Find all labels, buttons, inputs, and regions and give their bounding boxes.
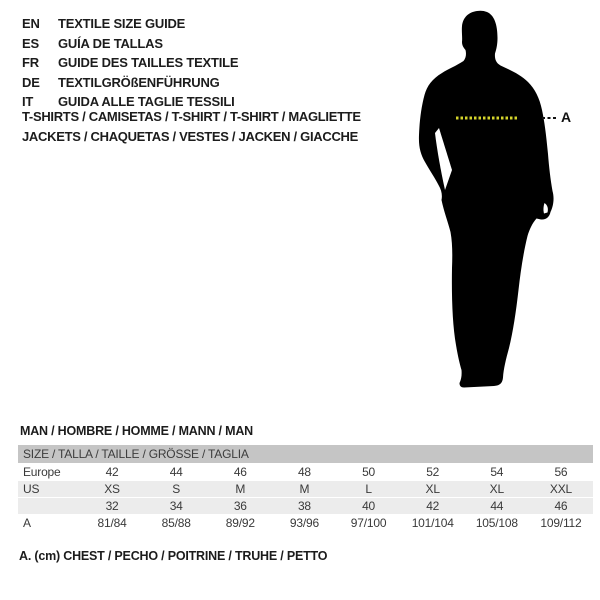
table-cell: 85/88: [161, 516, 191, 530]
table-cell: 42: [426, 499, 440, 513]
table-cell: 52: [426, 465, 440, 479]
language-code: ES: [22, 35, 39, 51]
table-cell: 36: [233, 499, 247, 513]
language-list: [22, 14, 238, 112]
table-cell: L: [365, 482, 372, 496]
table-cell: 32: [105, 499, 119, 513]
table-cell: 89/92: [225, 516, 255, 530]
row-label: Europe: [23, 465, 61, 479]
row-label: US: [23, 482, 40, 496]
table-cell: 54: [490, 465, 504, 479]
table-row-chest: [18, 515, 593, 531]
table-cell: XS: [104, 482, 120, 496]
size-table: [18, 445, 593, 532]
category-header: [22, 107, 361, 147]
table-row-europe: [18, 464, 593, 480]
man-silhouette: [419, 11, 554, 388]
table-cell: 40: [362, 499, 376, 513]
language-row: [22, 14, 238, 34]
table-row-numeric: [18, 498, 593, 514]
table-cell: 93/96: [289, 516, 319, 530]
gender-label: MAN / HOMBRE / HOMME / MANN / MAN: [20, 424, 253, 438]
table-cell: 34: [169, 499, 183, 513]
language-title: GUÍA DE TALLAS: [58, 35, 163, 51]
table-cell: M: [299, 482, 310, 496]
table-cell: 44: [490, 499, 504, 513]
table-cell: 101/104: [411, 516, 454, 530]
language-code: IT: [22, 94, 34, 109]
table-cell: M: [235, 482, 246, 496]
language-row: [22, 53, 238, 73]
language-title: GUIDE DES TAILLES TEXTILE: [58, 55, 239, 70]
table-cell: XL: [425, 482, 440, 496]
table-cell: 109/112: [540, 516, 582, 530]
table-cell: S: [172, 482, 181, 496]
table-cell: 42: [105, 465, 119, 479]
language-title: GUIDA ALLE TAGLIE TESSILI: [58, 94, 235, 109]
table-cell: 56: [554, 465, 568, 479]
table-cell: 105/108: [475, 516, 518, 530]
table-cell: 48: [297, 465, 311, 479]
table-row-us: [18, 481, 593, 497]
row-label: [18, 498, 80, 514]
language-code: EN: [22, 16, 40, 31]
language-row: [22, 73, 238, 93]
language-code: FR: [22, 55, 39, 70]
table-cell: 46: [233, 465, 247, 479]
language-row: [22, 34, 238, 54]
table-cell: 97/100: [350, 516, 387, 530]
table-cell: XXL: [549, 482, 572, 496]
category-line-jackets: JACKETS / CHAQUETAS / VESTES / JACKEN / GIACCHE: [22, 129, 358, 144]
table-cell: 50: [362, 465, 376, 479]
row-label: A: [23, 516, 31, 530]
measurement-footnote: A. (cm) CHEST / PECHO / POITRINE / TRUHE / PETTO: [19, 549, 328, 563]
language-title: TEXTILE SIZE GUIDE: [58, 16, 186, 31]
measure-label-a: A: [561, 109, 571, 125]
table-cell: XL: [489, 482, 504, 496]
table-cell: 44: [169, 465, 183, 479]
category-line-tshirts: T-SHIRTS / CAMISETAS / T-SHIRT / T-SHIRT / MAGLIETTE: [22, 109, 361, 124]
language-code: DE: [22, 74, 40, 90]
table-cell: 81/84: [97, 516, 127, 530]
table-cell: 46: [554, 499, 568, 513]
language-title: TEXTILGRÖßENFÜHRUNG: [58, 74, 220, 90]
man-silhouette-figure: [400, 0, 600, 420]
table-cell: 38: [297, 499, 311, 513]
size-table-header: SIZE / TALLA / TAILLE / GRÖSSE / TAGLIA: [18, 445, 593, 463]
